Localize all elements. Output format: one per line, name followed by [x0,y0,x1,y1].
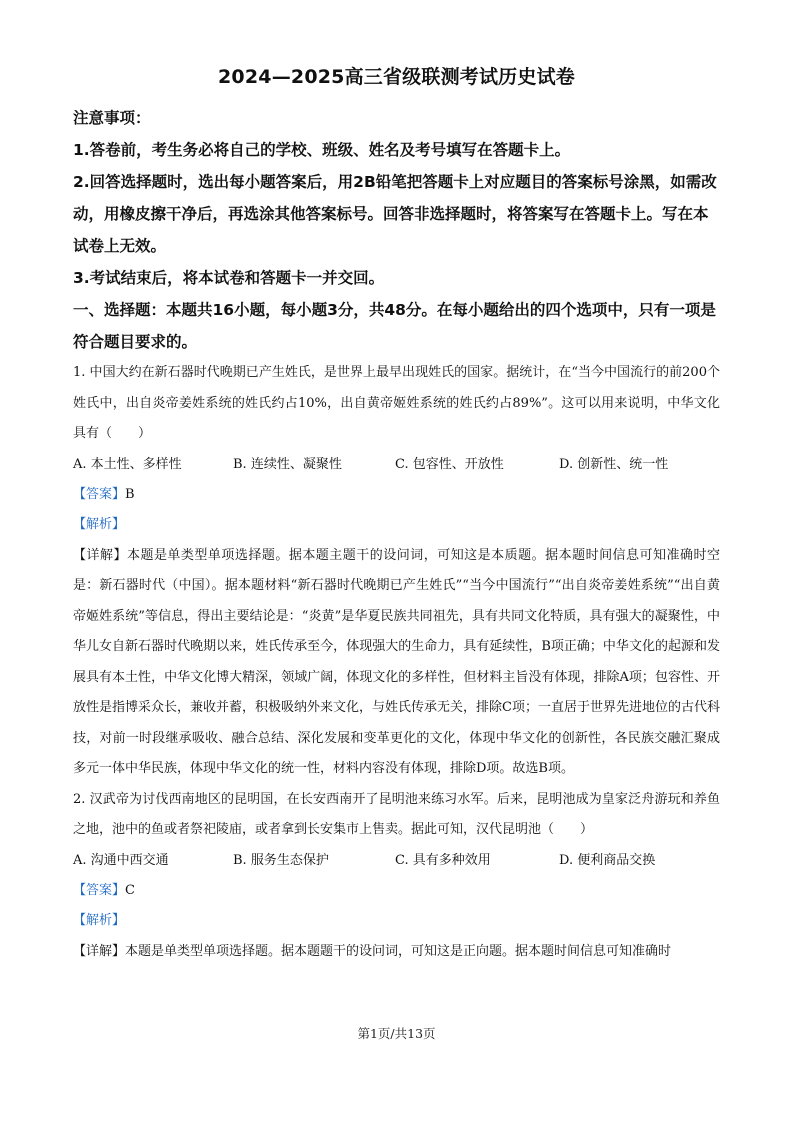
option-d: D. 创新性、统一性 [559,456,669,472]
detail-body: 本题是单类型单项选择题。据本题主题干的设问词，可知这是本质题。据本题时间信息可知准确时空是：新石器时代（中国）。据本题材料“新石器时代晚期已产生姓氏”“当今中国流行”“出自炎帝姜姓系统”“出自黄帝姬姓系统”等信息，得出主要结论是：“炎黄”是华夏民族共同祖先，具有共同文化特质，具有强大的凝聚性，中华儿女自新石器时代晚期以来，姓氏传承至今，体现强大的生命力，具有延续性，B项正确；中华文化的起源和发展具有本土性，中华文化博大精深，领域广阔，体现文化的多样性，但材料主旨没有体现，排除A项；包容性、开放性是指博采众长，兼收并蓄，积极吸纳外来文化，与姓氏传承无关，排除C项；一直居于世界先进地位的古代科技，对前一时段继承吸收、融合总结、深化发展和变革更化的文化，体现中华文化的创新性，各民族交融汇聚成多元一体中华民族，体现中华文化的统一性，材料内容没有体现，排除D项。故选B项。 [73,547,720,776]
detail-tag: 【详解】 [73,943,126,959]
analysis-tag: 【解析】 [73,517,126,532]
page-body [73,102,720,967]
answer-tag: 【答案】 [73,882,126,898]
page-number: 第1页/共13页 [357,1026,436,1041]
answer-value: B [125,486,135,502]
answer-line [73,876,720,907]
section-heading: 一、选择题：本题共16小题，每小题3分，共48分。在每小题给出的四个选项中，只有一项是符合题目要求的。 [73,301,716,351]
detail-text [73,541,720,785]
option-c: C. 具有多种效用 [395,852,491,868]
notice-heading: 注意事项： [73,109,151,127]
answer-tag: 【答案】 [73,486,126,502]
detail-body: 本题是单类型单项选择题。据本题题干的设问词，可知这是正向题。据本题时间信息可知准确时 [125,943,672,959]
detail-tag: 【详解】 [73,547,127,563]
question-stem: 2. 汉武帝为讨伐西南地区的昆明国，在长安西南开了昆明池来练习水军。后来，昆明池成为皇家泛舟游玩和养鱼之地，池中的鱼或者祭祀陵庙，或者拿到长安集市上售卖。据此可知，汉代昆明池（ ） [73,791,720,837]
question-2 [73,785,720,968]
option-b: B. 服务生态保护 [233,852,329,868]
answer-line [73,480,720,511]
notice-item: 1.答卷前，考生务必将自己的学校、班级、姓名及考号填写在答题卡上。 [73,141,571,159]
notice-item: 3.考试结束后，将本试卷和答题卡一并交回。 [73,269,385,287]
answer-value: C [125,882,135,898]
page-title: 2024—2025高三省级联测考试历史试卷 [218,66,575,88]
option-d: D. 便利商品交换 [559,852,656,868]
option-a: A. 本土性、多样性 [73,456,182,472]
option-b: B. 连续性、凝聚性 [233,456,342,472]
question-stem: 1. 中国大约在新石器时代晚期已产生姓氏，是世界上最早出现姓氏的国家。据统计，在“当今中国流行的前200个姓氏中，出自炎帝姜姓系统的姓氏约占10%，出自黄帝姬姓系统的姓氏约占89%”。这可以用来说明，中华文化具有（ ） [73,365,720,441]
detail-text [73,937,720,968]
option-list [73,450,720,480]
option-a: A. 沟通中西交通 [73,852,169,868]
option-list [73,846,720,876]
question-1 [73,358,720,785]
notice-item: 2.回答选择题时，选出每小题答案后，用2B铅笔把答题卡上对应题目的答案标号涂黑，如需改动，用橡皮擦干净后，再选涂其他答案标号。回答非选择题时，将答案写在答题卡上。写在本试卷上无效。 [73,173,717,255]
option-c: C. 包容性、开放性 [395,456,504,472]
analysis-tag: 【解析】 [73,913,126,928]
